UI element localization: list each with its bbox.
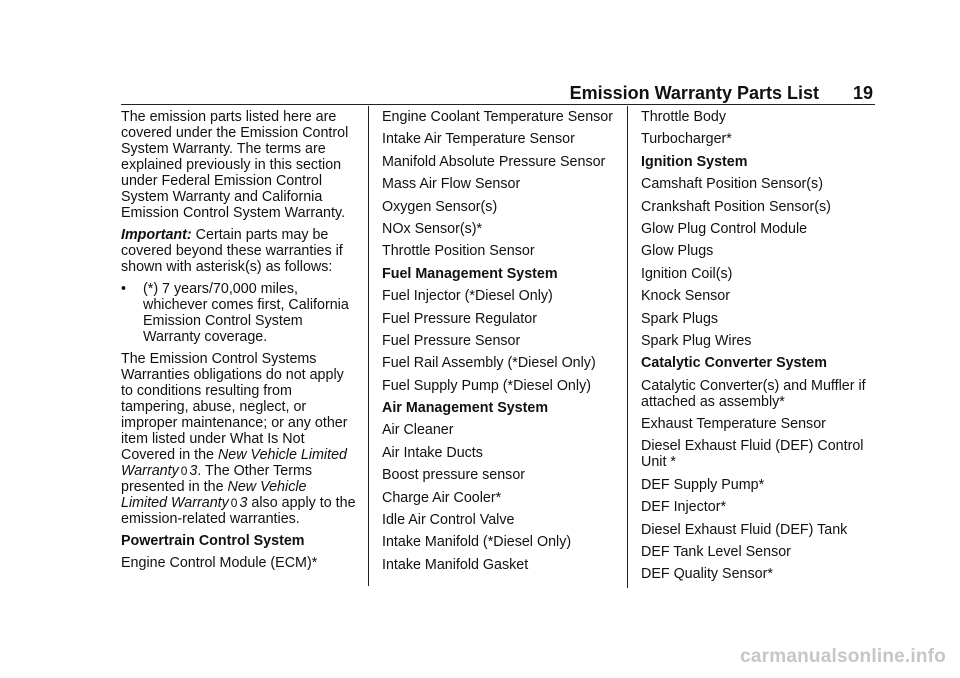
list-item: Exhaust Temperature Sensor: [641, 416, 826, 433]
important-text: Certain parts may be covered beyond these warranties if shown with asterisk(s) as follows:: [121, 227, 343, 275]
list-item: Ignition Coil(s): [641, 265, 733, 282]
reference-page-2[interactable]: 3: [239, 495, 248, 511]
reference-page-1[interactable]: 3: [189, 463, 198, 479]
list-item: Spark Plugs: [641, 310, 719, 327]
obligations-text-3: also apply to the emission-related warranties.: [121, 495, 356, 527]
page-number: 19: [852, 83, 873, 103]
obligations-paragraph: [121, 351, 356, 527]
list-item: DEF Supply Pump*: [641, 476, 765, 493]
list-item: DEF Tank Level Sensor: [641, 544, 791, 561]
list-item: Charge Air Cooler*: [382, 489, 502, 506]
list-item: Engine Coolant Temperature Sensor: [382, 109, 614, 125]
list-item: Air Cleaner: [382, 422, 454, 439]
list-item: DEF Quality Sensor*: [641, 566, 773, 583]
obligations-text-2: . The Other Terms presented in the: [121, 463, 313, 495]
warranty-reference-link-2[interactable]: New Vehicle Limited Warranty: [121, 479, 307, 511]
list-item: Fuel Injector (*Diesel Only): [382, 288, 553, 305]
list-item: Diesel Exhaust Fluid (DEF) Tank: [641, 521, 848, 538]
list-item: Idle Air Control Valve: [382, 512, 515, 529]
list-item: Glow Plugs: [641, 243, 714, 260]
list-item: Camshaft Position Sensor(s): [641, 176, 823, 193]
list-item: Fuel Pressure Regulator: [382, 310, 537, 327]
fuel-management-heading: Fuel Management System: [382, 265, 558, 282]
obligations-text-1: The Emission Control Systems Warranties obligations do not apply to conditions resulting from tampering, abuse, neglect, or improper maintenance; or any other item listed under What Is Not Covered in the: [121, 351, 348, 463]
column-1: [121, 109, 356, 578]
bullet-icon: •: [121, 281, 127, 297]
column-2: [382, 109, 622, 579]
list-item: Engine Control Module (ECM)*: [121, 555, 318, 572]
list-item: Diesel Exhaust Fluid (DEF) Control Unit *: [641, 438, 864, 471]
page-reference-icon: 0: [230, 496, 238, 510]
list-item: Manifold Absolute Pressure Sensor: [382, 153, 606, 170]
important-label: Important:: [121, 227, 192, 243]
bullet-text: (*) 7 years/70,000 miles, whichever comes first, California Emission Control System Warranty coverage.: [143, 281, 349, 345]
page-reference-icon: 0: [180, 464, 188, 478]
list-item: DEF Injector*: [641, 499, 727, 516]
ignition-heading: Ignition System: [641, 153, 748, 170]
powertrain-heading: Powertrain Control System: [121, 533, 305, 549]
catalytic-converter-heading: Catalytic Converter System: [641, 355, 827, 372]
list-item: Fuel Supply Pump (*Diesel Only): [382, 377, 591, 394]
list-item: Glow Plug Control Module: [641, 220, 808, 237]
list-item: Air Intake Ducts: [382, 444, 483, 461]
list-item: Intake Manifold Gasket: [382, 556, 529, 573]
section-title: Emission Warranty Parts List: [569, 83, 819, 103]
list-item: NOx Sensor(s)*: [382, 220, 483, 237]
list-item: Spark Plug Wires: [641, 332, 752, 349]
list-item: Boost pressure sensor: [382, 467, 526, 484]
list-item: Oxygen Sensor(s): [382, 198, 498, 215]
list-item: Throttle Body: [641, 109, 727, 125]
intro-paragraph: The emission parts listed here are covered under the Emission Control System Warranty. The terms are explained previously in this section under Federal Emission Control System Warranty and California Emission Control System Warranty.: [121, 109, 349, 221]
site-watermark: carmanualsonline.info: [740, 646, 946, 667]
list-item: Fuel Pressure Sensor: [382, 332, 521, 349]
header-divider: [121, 104, 875, 105]
list-item: Crankshaft Position Sensor(s): [641, 198, 831, 215]
column-divider-1: [368, 106, 369, 586]
air-management-heading: Air Management System: [382, 400, 549, 417]
important-note: [121, 227, 356, 275]
list-item: Mass Air Flow Sensor: [382, 176, 521, 193]
warranty-reference-link-1[interactable]: New Vehicle Limited Warranty: [121, 447, 347, 479]
list-item: Knock Sensor: [641, 288, 731, 305]
coverage-bullet: [121, 281, 356, 345]
list-item: Catalytic Converter(s) and Muffler if attached as assembly*: [641, 377, 866, 410]
column-divider-2: [627, 106, 628, 588]
list-item: Intake Air Temperature Sensor: [382, 131, 575, 148]
page-header: [121, 83, 875, 105]
list-item: Throttle Position Sensor: [382, 243, 535, 260]
column-3: [641, 109, 881, 589]
list-item: Intake Manifold (*Diesel Only): [382, 534, 572, 551]
list-item: Turbocharger*: [641, 131, 732, 148]
list-item: Fuel Rail Assembly (*Diesel Only): [382, 355, 596, 372]
